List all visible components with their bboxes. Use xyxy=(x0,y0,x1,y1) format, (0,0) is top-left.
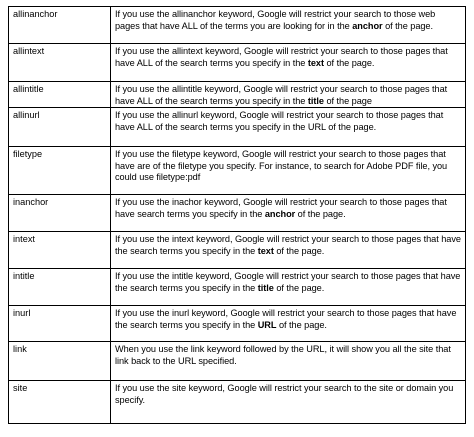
description-cell xyxy=(111,44,466,82)
emphasis-text: text xyxy=(257,245,274,256)
table-row xyxy=(9,342,466,381)
emphasis-text: title xyxy=(307,95,324,106)
description-cell xyxy=(111,147,466,195)
keyword-cell: site xyxy=(9,381,111,424)
description-text: If you use the intext keyword, Google will restrict your search to those pages that have the search terms you specify in the xyxy=(115,234,461,256)
description-text: If you use the intitle keyword, Google will restrict your search to those pages that have the search terms you specify in the xyxy=(115,271,461,293)
description-cell xyxy=(111,381,466,424)
search-operators-table xyxy=(8,6,466,424)
description-text: of the page xyxy=(323,95,372,106)
emphasis-text: text xyxy=(307,57,324,68)
description-cell xyxy=(111,342,466,381)
description-cell xyxy=(111,195,466,232)
table-row xyxy=(9,82,466,108)
description-cell xyxy=(111,82,466,108)
keyword-cell: allintitle xyxy=(9,82,111,108)
description-text: If you use the filetype keyword, Google will restrict your search to those pages that have are of the filetype you specify. For instance, to search for Adobe PDF file, you could use filetype:pdf xyxy=(115,149,448,183)
keyword-cell: intitle xyxy=(9,269,111,306)
description-text: of the page. xyxy=(273,282,325,293)
description-cell xyxy=(111,7,466,44)
keyword-cell: intext xyxy=(9,232,111,269)
table-row xyxy=(9,306,466,342)
description-text: If you use the inurl keyword, Google will restrict your search to those pages that have the search terms you specify in the xyxy=(115,308,457,330)
emphasis-text: anchor xyxy=(352,20,383,31)
description-text: If you use the allintitle keyword, Google will restrict your search to those pages that have ALL of the search terms you specify in the xyxy=(115,84,448,106)
keyword-cell: allinurl xyxy=(9,108,111,147)
emphasis-text: title xyxy=(257,282,274,293)
keyword-cell: allintext xyxy=(9,44,111,82)
table-row xyxy=(9,147,466,195)
description-cell xyxy=(111,306,466,342)
description-text: of the page. xyxy=(382,20,433,31)
description-text: If you use the allinurl keyword, Google will restrict your search to those pages that have ALL of the search terms you specify in the URL of the page. xyxy=(115,110,444,132)
keyword-cell: allinanchor xyxy=(9,7,111,44)
table-row xyxy=(9,381,466,424)
description-text: If you use the inachor keyword, Google will restrict your search to those pages that have search terms you specify in the xyxy=(115,197,447,219)
table-row xyxy=(9,108,466,147)
description-text: If you use the site keyword, Google will restrict your search to the site or domain you specify. xyxy=(115,383,454,405)
emphasis-text: anchor xyxy=(264,208,296,219)
description-text: If you use the allinanchor keyword, Google will restrict your search to those web pages that have ALL of the terms you are looking for in the xyxy=(115,9,436,31)
description-cell xyxy=(111,108,466,147)
description-text: of the page. xyxy=(324,57,375,68)
keyword-cell: filetype xyxy=(9,147,111,195)
description-text: of the page. xyxy=(273,245,325,256)
description-cell xyxy=(111,232,466,269)
description-cell xyxy=(111,269,466,306)
table-row xyxy=(9,232,466,269)
description-text: of the page. xyxy=(295,208,346,219)
table-row xyxy=(9,195,466,232)
keyword-cell: inanchor xyxy=(9,195,111,232)
keyword-cell: link xyxy=(9,342,111,381)
description-text: When you use the link keyword followed by the URL, it will show you all the site that link back to the URL specified. xyxy=(115,344,451,366)
table-row xyxy=(9,269,466,306)
emphasis-text: URL xyxy=(257,319,277,330)
table-row xyxy=(9,7,466,44)
table-row xyxy=(9,44,466,82)
description-text: If you use the allintext keyword, Google will restrict your search to those pages that have ALL of the search terms you specify in the xyxy=(115,46,448,68)
keyword-cell: inurl xyxy=(9,306,111,342)
description-text: of the page. xyxy=(276,319,327,330)
